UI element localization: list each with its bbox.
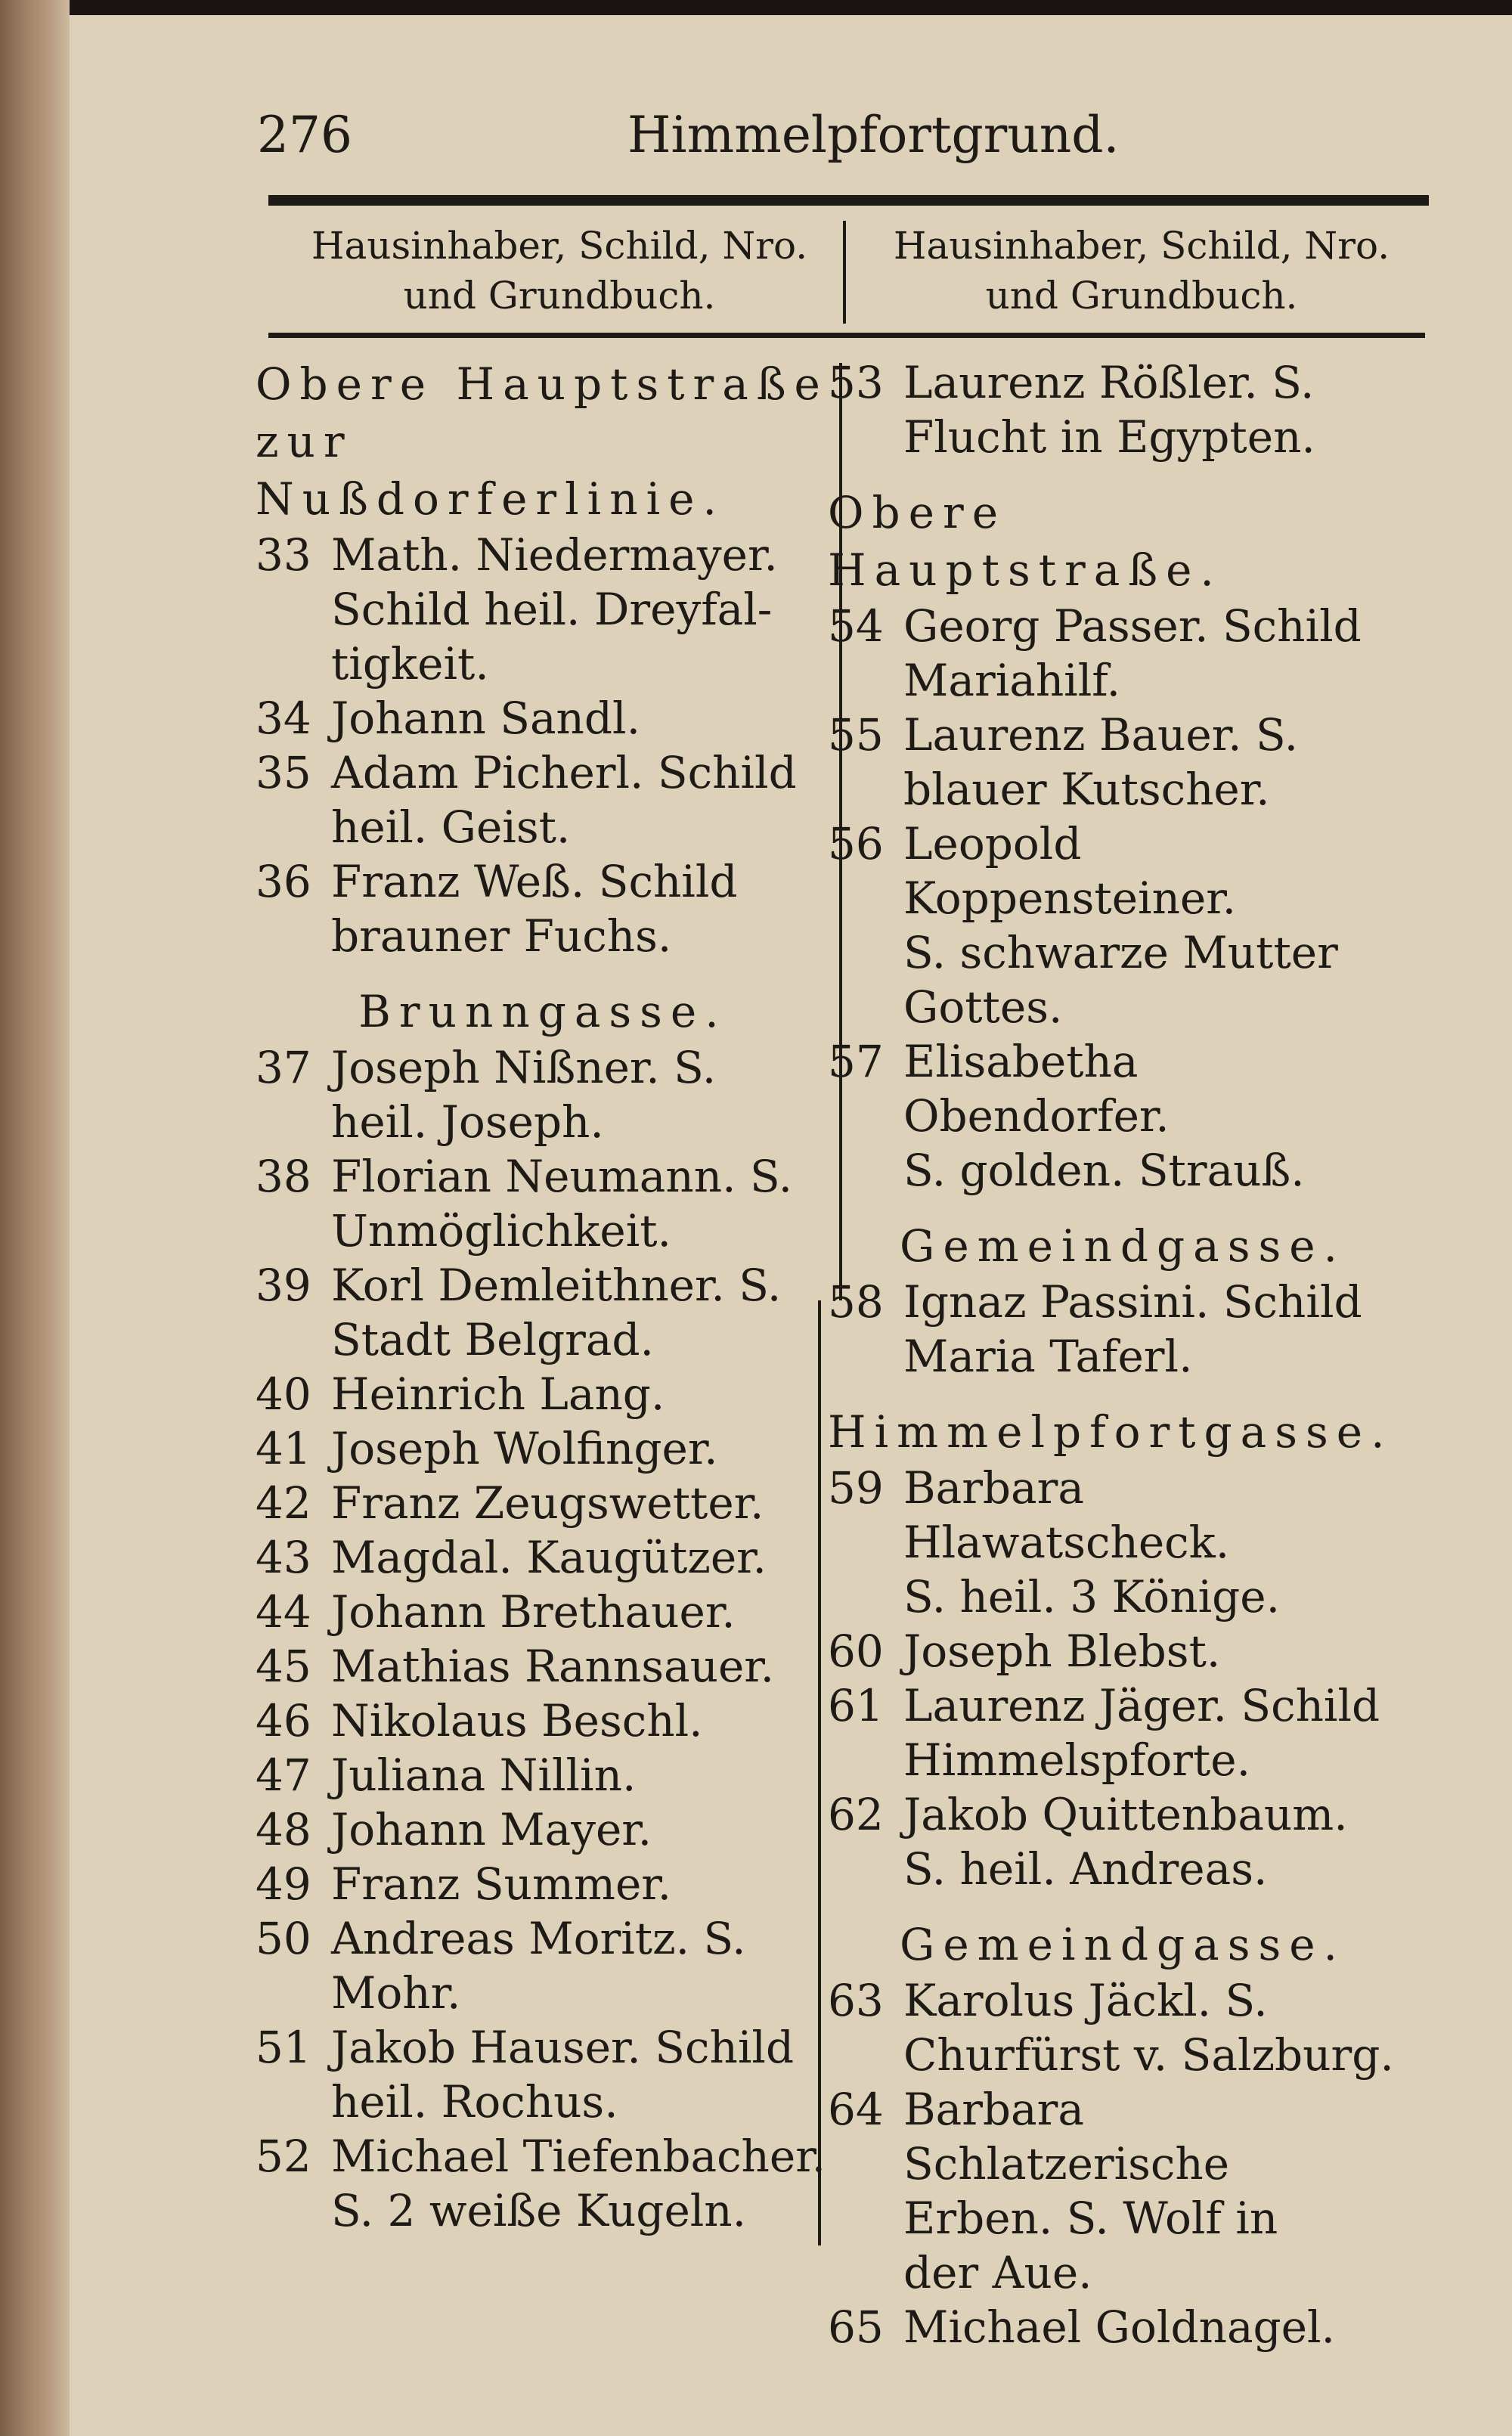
house-entry-line: Stadt Belgrad. — [331, 1314, 654, 1365]
house-entry-line: heil. Joseph. — [331, 1096, 604, 1148]
house-list — [828, 355, 1418, 464]
house-entry — [256, 854, 830, 963]
house-number: 61 — [828, 1680, 884, 1731]
house-entry — [256, 745, 830, 854]
house-entry-text — [903, 2082, 1418, 2300]
house-entry-text — [331, 1585, 830, 1639]
house-entry-line: Johann Sandl. — [331, 693, 641, 744]
house-entry-line: Johann Brethauer. — [331, 1586, 736, 1638]
house-entry-line: S. schwarze Mutter — [903, 927, 1338, 978]
house-entry-text — [331, 745, 830, 854]
house-entry-line: blauer Kutscher. — [903, 764, 1270, 815]
house-number: 48 — [256, 1804, 311, 1855]
house-entry-text — [903, 708, 1418, 817]
house-number: 39 — [256, 1260, 311, 1311]
house-entry — [256, 1367, 830, 1421]
column-header-left-line: und Grundbuch. — [403, 274, 716, 318]
street-heading: Obere Hauptstraße. — [828, 487, 1222, 596]
house-entry-line: S. heil. Andreas. — [903, 1843, 1268, 1895]
house-entry-line: Leopold Koppensteiner. — [903, 818, 1237, 924]
page-header — [257, 106, 1436, 181]
house-number: 36 — [256, 856, 311, 907]
house-entry-line: Michael Goldnagel. — [903, 2301, 1335, 2353]
house-list — [828, 1973, 1418, 2354]
house-entry — [256, 1911, 830, 2020]
column-header-right-line: und Grundbuch. — [985, 274, 1298, 318]
house-entry-line: Jakob Hauser. Schild — [331, 2022, 795, 2073]
house-number: 58 — [828, 1276, 884, 1328]
house-entry — [828, 1461, 1418, 1624]
house-entry-line: Maria Taferl. — [903, 1331, 1193, 1382]
house-entry — [256, 1857, 830, 1911]
house-entry-text — [903, 817, 1418, 1034]
house-entry-line: Karolus Jäckl. S. — [903, 1975, 1268, 2026]
house-entry-line: Georg Passer. Schild — [903, 600, 1362, 652]
house-entry — [828, 2082, 1418, 2300]
house-number: 62 — [828, 1789, 884, 1840]
left-column — [256, 355, 830, 2238]
running-title: Himmelpfortgrund. — [627, 106, 1120, 164]
house-entry — [256, 1040, 830, 1149]
house-entry-line: Unmöglichkeit. — [331, 1205, 671, 1257]
house-entry-text — [903, 599, 1418, 708]
house-number: 33 — [256, 529, 311, 581]
house-number: 57 — [828, 1036, 884, 1087]
house-entry-text — [331, 854, 830, 963]
house-entry-text — [331, 1149, 830, 1258]
book-spine-edge — [0, 0, 70, 2436]
house-number: 43 — [256, 1532, 311, 1583]
house-number: 54 — [828, 600, 884, 652]
house-entry-line: Nikolaus Beschl. — [331, 1695, 703, 1746]
house-entry-line: Churfürst v. Salzburg. — [903, 2029, 1394, 2081]
house-number: 50 — [256, 1913, 311, 1964]
house-entry-line: Laurenz Jäger. Schild — [903, 1680, 1380, 1731]
house-number: 42 — [256, 1477, 311, 1529]
house-entry-text — [331, 1367, 830, 1421]
house-entry-text — [903, 1787, 1418, 1896]
house-entry — [256, 1802, 830, 1857]
house-entry-line: Franz Summer. — [331, 1858, 672, 1910]
house-entry — [256, 2020, 830, 2129]
house-entry — [828, 1787, 1418, 1896]
house-entry-line: Joseph Wolfinger. — [331, 1423, 718, 1474]
house-entry-line: heil. Rochus. — [331, 2076, 618, 2128]
house-entry-line: brauner Fuchs. — [331, 910, 672, 962]
house-entry-line: Michael Tiefenbacher. — [331, 2131, 826, 2182]
house-entry-line: S. heil. 3 Könige. — [903, 1571, 1281, 1622]
house-number: 49 — [256, 1858, 311, 1910]
house-entry-text — [903, 1461, 1418, 1624]
column-header-right-line: Hausinhaber, Schild, Nro. — [893, 224, 1390, 268]
house-entry-line: Magdal. Kaugützer. — [331, 1532, 767, 1583]
house-entry — [256, 1530, 830, 1585]
house-entry — [828, 1678, 1418, 1787]
house-entry-line: Joseph Blebst. — [903, 1626, 1221, 1677]
house-entry-text — [331, 1911, 830, 2020]
right-column — [828, 355, 1418, 2354]
house-list — [256, 528, 830, 963]
house-number: 52 — [256, 2131, 311, 2182]
house-number: 38 — [256, 1151, 311, 1202]
house-list — [828, 1461, 1418, 1896]
house-entry — [828, 1275, 1418, 1384]
house-entry-text — [331, 1040, 830, 1149]
house-number: 53 — [828, 357, 884, 408]
house-entry — [256, 691, 830, 745]
house-entry — [828, 599, 1418, 708]
house-entry — [828, 817, 1418, 1034]
house-number: 45 — [256, 1641, 311, 1692]
column-header-divider — [843, 221, 846, 324]
house-entry-text — [331, 1802, 830, 1857]
house-entry-text — [903, 355, 1418, 464]
house-entry-text — [903, 1275, 1418, 1384]
house-entry-line: der Aue. — [903, 2247, 1092, 2298]
house-entry-line: Barbara Schlatzerische — [903, 2084, 1230, 2190]
street-heading: Gemeindgasse. — [899, 1220, 1346, 1272]
house-entry-line: Ignaz Passini. Schild — [903, 1276, 1362, 1328]
header-rule — [268, 195, 1429, 206]
house-number: 46 — [256, 1695, 311, 1746]
house-entry-text — [331, 2020, 830, 2129]
house-entry-text — [331, 2129, 830, 2238]
house-list — [828, 1275, 1418, 1384]
column-header-right — [854, 221, 1429, 321]
house-entry — [828, 355, 1418, 464]
house-number: 47 — [256, 1750, 311, 1801]
house-entry-line: Juliana Nillin. — [331, 1750, 637, 1801]
house-entry-line: Laurenz Rößler. S. — [903, 357, 1315, 408]
house-entry-text — [331, 1639, 830, 1694]
street-heading-line: zur Nußdorferlinie. — [256, 416, 725, 525]
house-entry-line: Heinrich Lang. — [331, 1368, 665, 1420]
house-entry — [256, 1476, 830, 1530]
house-entry-text — [331, 1476, 830, 1530]
house-entry-line: Jakob Quittenbaum. — [903, 1789, 1348, 1840]
house-entry-line: S. golden. Strauß. — [903, 1145, 1305, 1196]
house-entry-line: heil. Geist. — [331, 801, 571, 853]
house-list — [256, 1040, 830, 2238]
house-entry — [256, 528, 830, 691]
street-heading: Gemeindgasse. — [899, 1919, 1346, 1970]
house-number: 60 — [828, 1626, 884, 1677]
house-list — [828, 599, 1418, 1198]
street-heading — [256, 355, 830, 528]
house-entry — [256, 1639, 830, 1694]
house-entry-text — [331, 1258, 830, 1367]
house-entry — [256, 2129, 830, 2238]
house-entry-line: Mathias Rannsauer. — [331, 1641, 775, 1692]
house-entry-text — [331, 1421, 830, 1476]
street-heading: Brunngasse. — [358, 986, 727, 1037]
house-entry-line: Schild heil. Dreyfal- — [331, 584, 773, 635]
house-entry-line: Franz Zeugswetter. — [331, 1477, 764, 1529]
house-entry-text — [331, 1748, 830, 1802]
house-entry-line: Flucht in Egypten. — [903, 411, 1315, 463]
house-number: 64 — [828, 2084, 884, 2135]
column-header-left — [272, 221, 847, 321]
house-entry-text — [903, 1678, 1418, 1787]
house-number: 35 — [256, 747, 311, 798]
house-number: 41 — [256, 1423, 311, 1474]
house-entry-line: Andreas Moritz. S. — [331, 1913, 746, 1964]
house-entry-text — [331, 1857, 830, 1911]
house-entry-line: Himmelspforte. — [903, 1734, 1251, 1786]
street-heading-line: Obere Hauptstraße — [256, 358, 829, 410]
house-entry-text — [331, 528, 830, 691]
house-entry-text — [903, 1973, 1418, 2082]
house-entry-line: Erben. S. Wolf in — [903, 2193, 1278, 2244]
house-number: 63 — [828, 1975, 884, 2026]
house-entry-line: Mohr. — [331, 1967, 461, 2019]
house-number: 55 — [828, 709, 884, 761]
house-entry-line: Joseph Nißner. S. — [331, 1042, 717, 1093]
house-entry-text — [331, 1530, 830, 1585]
column-header-left-line: Hausinhaber, Schild, Nro. — [311, 224, 808, 268]
house-entry — [828, 1624, 1418, 1678]
house-entry-text — [903, 1624, 1418, 1678]
house-entry — [256, 1585, 830, 1639]
house-number: 34 — [256, 693, 311, 744]
house-entry — [256, 1421, 830, 1476]
house-entry-line: tigkeit. — [331, 638, 489, 690]
house-entry-text — [331, 691, 830, 745]
house-entry-line: Barbara Hlawatscheck. — [903, 1462, 1230, 1568]
house-entry — [256, 1748, 830, 1802]
house-entry — [828, 2300, 1418, 2354]
street-heading: Himmelpfortgasse. — [828, 1406, 1393, 1458]
house-entry-text — [903, 2300, 1418, 2354]
page-number: 276 — [257, 106, 352, 164]
house-number: 51 — [256, 2022, 311, 2073]
house-entry — [256, 1258, 830, 1367]
house-entry-line: Franz Weß. Schild — [331, 856, 738, 907]
column-header-rule — [268, 333, 1425, 338]
house-entry-line: Elisabetha Obendorfer. — [903, 1036, 1170, 1142]
house-number: 40 — [256, 1368, 311, 1420]
house-entry — [828, 1973, 1418, 2082]
house-number: 59 — [828, 1462, 884, 1514]
house-number: 65 — [828, 2301, 884, 2353]
house-number: 44 — [256, 1586, 311, 1638]
house-entry-line: Johann Mayer. — [331, 1804, 652, 1855]
house-entry-line: Adam Picherl. Schild — [331, 747, 797, 798]
house-entry-line: Florian Neumann. S. — [331, 1151, 793, 1202]
house-entry-line: S. 2 weiße Kugeln. — [331, 2185, 747, 2236]
house-entry-line: Mariahilf. — [903, 655, 1121, 706]
house-entry — [256, 1149, 830, 1258]
house-entry-line: Gottes. — [903, 981, 1063, 1033]
house-entry-line: Math. Niedermayer. — [331, 529, 778, 581]
house-entry — [828, 1034, 1418, 1198]
house-entry — [256, 1694, 830, 1748]
house-entry-line: Korl Demleithner. S. — [331, 1260, 782, 1311]
house-entry-line: Laurenz Bauer. S. — [903, 709, 1299, 761]
house-number: 56 — [828, 818, 884, 869]
house-entry — [828, 708, 1418, 817]
house-number: 37 — [256, 1042, 311, 1093]
house-entry-text — [331, 1694, 830, 1748]
house-entry-text — [903, 1034, 1418, 1198]
